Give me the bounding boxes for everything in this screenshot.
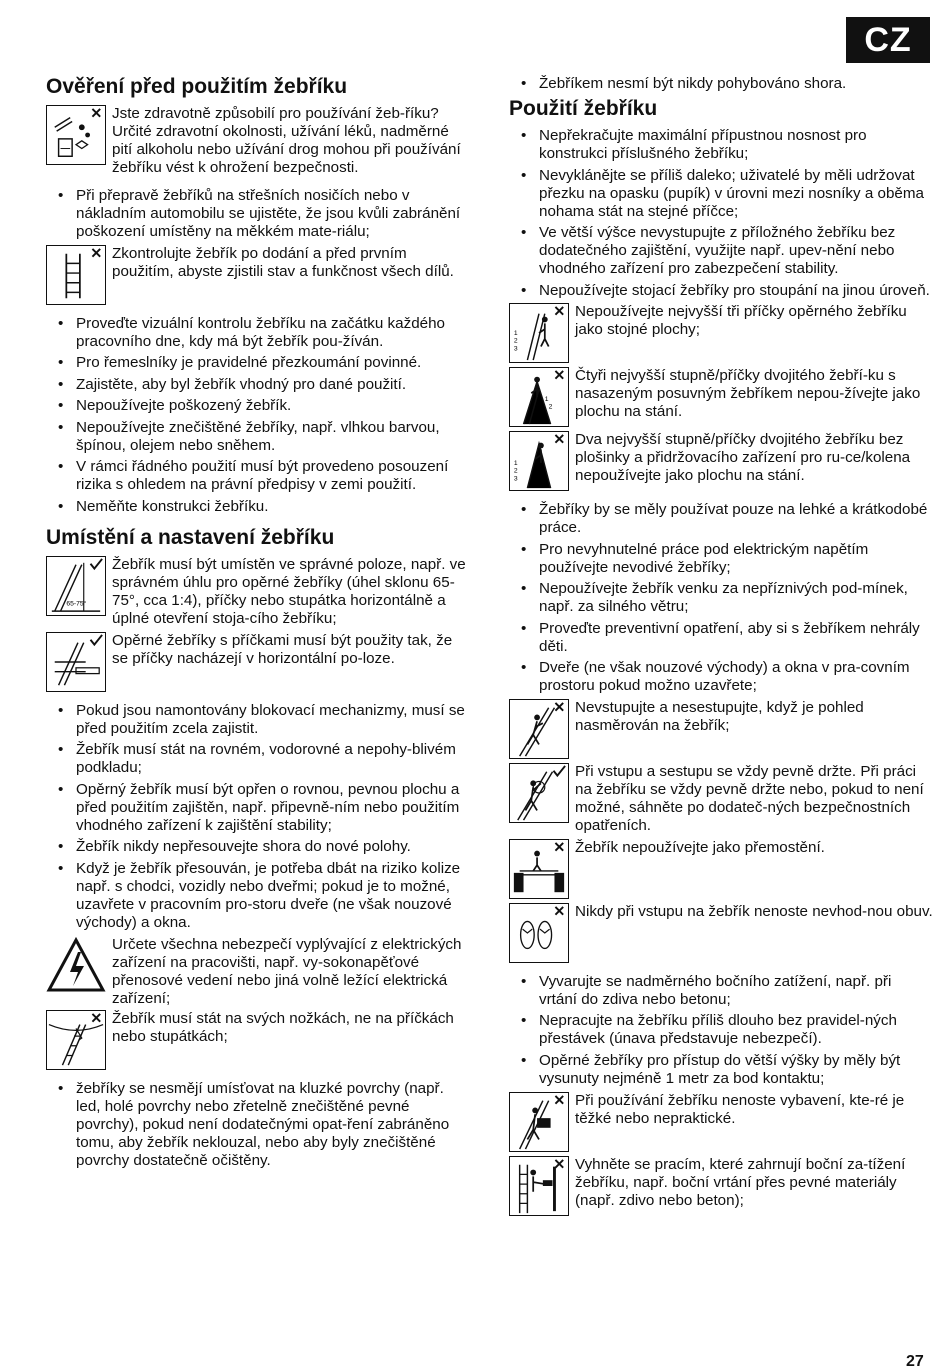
ladder-angle-icon <box>46 556 106 616</box>
ladder-feet-icon <box>46 1010 106 1070</box>
warning-facing-text: Nevstupujte a nesestupujte, když je pohled nasměrován na žebřík; <box>575 698 864 734</box>
side-drilling-icon <box>509 1156 569 1216</box>
rungs-horizontal-icon <box>46 632 106 692</box>
list-item: • Žebřík musí stát na rovném, vodorovné a nepohy-blivém podkladu; <box>46 741 472 777</box>
list-transport <box>46 187 472 241</box>
hold-ladder-icon <box>509 763 569 823</box>
list-item: • Nepřekračujte maximální přípustnou nosnost pro konstrukci příslušného žebříku; <box>509 127 933 163</box>
list-placement <box>46 702 472 932</box>
warning-side-load-text: Vyhněte se pracím, které zahrnují boční za-tížení žebříku, např. boční vrtání přes pevné materiály (např. zdivo nebo beton); <box>575 1155 906 1209</box>
instruction-hold <box>509 763 933 835</box>
list-item: • Proveďte preventivní opatření, aby si s žebříkem nehrály děti. <box>509 620 933 656</box>
angle-label: 65-75° <box>66 599 87 607</box>
instruction-angle-text: Žebřík musí být umístěn ve správné poloze, např. ve správném úhlu pro opěrné žebříky (úhel sklonu 65-75°, cca 1:4), příčky nebo stupátka horizontálně a úplné otevření stoja-cího žebříku; <box>112 555 466 627</box>
list-item: • Nepracujte na žebříku příliš dlouho bez pravidel-ných přestávek (únava představuje nebezpečí). <box>509 1012 933 1048</box>
warning-health <box>46 105 472 177</box>
svg-text:3: 3 <box>513 475 518 483</box>
warning-electrical <box>46 936 472 1008</box>
list-item: • Vyvarujte se nadměrného bočního zatížení, např. při vrtání do zdiva nebo betonu; <box>509 973 933 1009</box>
section-title-placement: Umístění a nastavení žebříku <box>46 525 335 549</box>
list-item: • Pro řemeslníky je pravidelné přezkoumání povinné. <box>46 354 472 372</box>
list-item: • Nepoužívejte stojací žebříky pro stoupání na jinou úroveň. <box>509 282 933 300</box>
list-item: • Pro nevyhnutelné práce pod elektrickým napětím používejte nevodivé žebříky; <box>509 541 933 577</box>
heavy-equipment-icon <box>509 1092 569 1152</box>
list-item: • Když je žebřík přesouván, je potřeba dbát na riziko kolize např. s chodci, vozidly nebo dveřmi; pokud je to možné, uzavřete v pracovním pro-storu dveře (ne však nouzové východy) a okna. <box>46 860 472 932</box>
svg-text:3: 3 <box>513 345 518 353</box>
instruction-hold-text: Při vstupu a sestupu se vždy pevně držte. Při práci na žebříku se vždy pevně držte nebo, pokud to není možné, sáhněte po dodateč-ných bezpečnostních opatřeních. <box>575 762 924 834</box>
right-column <box>509 75 933 1216</box>
list-top <box>509 75 933 93</box>
list-slippery <box>46 1080 472 1170</box>
warning-equipment-text: Při používání žebříku nenoste vybavení, kte-ré je těžké nebo nepraktické. <box>575 1091 905 1127</box>
list-item: • Ve větší výšce nevystupujte z příložného žebříku bez dodatečného zajištění, využijte např. upev-nění nebo vhodného zařízení pro zabezpečení stability. <box>509 224 933 278</box>
warning-bridge-text: Žebřík nepoužívejte jako přemostění. <box>575 838 825 856</box>
warning-feet <box>46 1010 472 1070</box>
instruction-horizontal-text: Opěrné žebříky s příčkami musí být použity tak, že se příčky nacházejí v horizontální po-loze. <box>112 631 453 667</box>
language-tag: CZ <box>846 17 930 63</box>
warning-bridge <box>509 839 933 899</box>
list-middle <box>509 501 933 695</box>
instruction-angle <box>46 556 472 628</box>
double-ladder-two-icon <box>509 431 569 491</box>
list-item: • V rámci řádného použití musí být provedeno posouzení rizika s ohledem na právní předpisy v zemi použití. <box>46 458 472 494</box>
list-item: • Dveře (ne však nouzové východy) a okna v pra-covním prostoru pokud možno uzavřete; <box>509 659 933 695</box>
svg-text:2: 2 <box>548 403 553 411</box>
list-item: • Proveďte vizuální kontrolu žebříku na začátku každého pracovního dne, kdy má být žebřík pou-žíván. <box>46 315 472 351</box>
warning-side-load <box>509 1156 933 1216</box>
section-title-verification: Ověření před použitím žebříku <box>46 75 348 98</box>
section-title-use: Použití žebříku <box>509 97 658 120</box>
warning-double-ladder-two <box>509 431 933 491</box>
list-inspection <box>46 315 472 516</box>
list-item: • žebříky se nesmějí umísťovat na kluzké povrchy (např. led, holé povrchy nebo zřetelně znečištěné pevné povrchy), pokud není dodatečnými opat-ření zabráněno tomu, aby žebřík neklouzal, nebo aby byly znečištěné povrchy dostatečně očištěny. <box>46 1080 472 1170</box>
ladder-inspect-icon <box>46 245 106 305</box>
svg-text:2: 2 <box>513 337 518 345</box>
list-lower <box>509 973 933 1088</box>
warning-double-ladder-two-text: Dva nejvyšší stupně/příčky dvojitého žebříku bez plošinky a přidržovacího zařízení pro ru-ce/kolena nepoužívejte jako plochu na stání. <box>575 431 911 484</box>
list-item: • Při přepravě žebříků na střešních nosičích nebo v nákladním automobilu se ujistěte, že jsou kvůli zabránění poškození umístěny na měkkém mate-riálu; <box>46 187 472 241</box>
warning-inspect-text: Zkontrolujte žebřík po dodání a před prvním použitím, abyste zjistili stav a funkčnost všech dílů. <box>112 244 454 280</box>
list-item: • Žebříkem nesmí být nikdy pohybováno shora. <box>509 75 933 93</box>
warning-top-rungs <box>509 303 933 363</box>
ladder-bridge-icon <box>509 839 569 899</box>
warning-electrical-text: Určete všechna nebezpečí vyplývající z elektrických zařízení na pracovišti, např. vy-sokonapěťové přenosové vedení nebo jiná volně ležící elektrická zařízení; <box>112 935 462 1007</box>
warning-health-text: Jste zdravotně způsobilí pro používání žeb-říku? Určité zdravotní okolnosti, užívání léků, nadměrné pití alkoholu nebo užívání drog mohou při používání žebříku vést k ohrožení bezpečnosti. <box>112 105 461 176</box>
warning-equipment <box>509 1092 933 1152</box>
list-item: • Opěrné žebříky pro přístup do větší výšky by měly být vysunuty nejméně 1 metr za bod kontaktu; <box>509 1052 933 1088</box>
svg-text:1: 1 <box>513 329 518 337</box>
list-item: • Pokud jsou namontovány blokovací mechanizmy, musí se před použitím zcela zajistit. <box>46 702 472 738</box>
warning-facing <box>509 699 933 759</box>
warning-footwear <box>509 903 933 963</box>
list-item: • Nepoužívejte znečištěné žebříky, např. vlhkou barvou, špínou, olejem nebo sněhem. <box>46 419 472 455</box>
list-item: • Opěrný žebřík musí být opřen o rovnou, pevnou plochu a před použitím zajištěn, např. připevně-ním nebo použitím vhodného zařízení k zajištění stability; <box>46 781 472 835</box>
warning-footwear-text: Nikdy při vstupu na žebřík nenoste nevhod-nou obuv. <box>575 902 933 920</box>
top-rungs-icon <box>509 303 569 363</box>
warning-double-ladder-four <box>509 367 933 427</box>
list-item: • Žebřík nikdy nepřesouvejte shora do nové polohy. <box>46 838 472 856</box>
list-item: • Žebříky by se měly používat pouze na lehké a krátkodobé práce. <box>509 501 933 537</box>
svg-text:1: 1 <box>513 459 518 467</box>
electrical-hazard-icon <box>46 936 106 996</box>
list-item: • Nevyklánějte se příliš daleko; uživatelé by měli udržovat přezku na opasku (pupík) v úrovni mezi nosníky a oběma nohama stát na stejné příčce; <box>509 167 933 221</box>
unsuitable-footwear-icon <box>509 903 569 963</box>
list-item: • Neměňte konstrukci žebříku. <box>46 498 472 516</box>
warning-feet-text: Žebřík musí stát na svých nožkách, ne na příčkách nebo stupátkách; <box>112 1009 454 1045</box>
medication-alcohol-icon <box>46 105 106 165</box>
svg-text:2: 2 <box>513 467 518 475</box>
svg-text:1: 1 <box>544 395 549 403</box>
page-number: 27 <box>906 1353 924 1370</box>
warning-inspect <box>46 245 472 305</box>
list-item: • Nepoužívejte poškozený žebřík. <box>46 397 472 415</box>
list-item: • Nepoužívejte žebřík venku za nepříznivých pod-mínek, např. za silného větru; <box>509 580 933 616</box>
left-column <box>46 75 472 1173</box>
double-ladder-four-icon <box>509 367 569 427</box>
instruction-horizontal <box>46 632 472 692</box>
warning-top-rungs-text: Nepoužívejte nejvyšší tři příčky opěrného žebříku jako stojné plochy; <box>575 303 907 338</box>
facing-ladder-icon <box>509 699 569 759</box>
list-item: • Zajistěte, aby byl žebřík vhodný pro dané použití. <box>46 376 472 394</box>
list-use <box>509 127 933 300</box>
warning-double-ladder-four-text: Čtyři nejvyšší stupně/příčky dvojitého žebří-ku s nasazeným posuvným žebříkem nepou-žívejte jako plochu na stání. <box>575 367 921 420</box>
